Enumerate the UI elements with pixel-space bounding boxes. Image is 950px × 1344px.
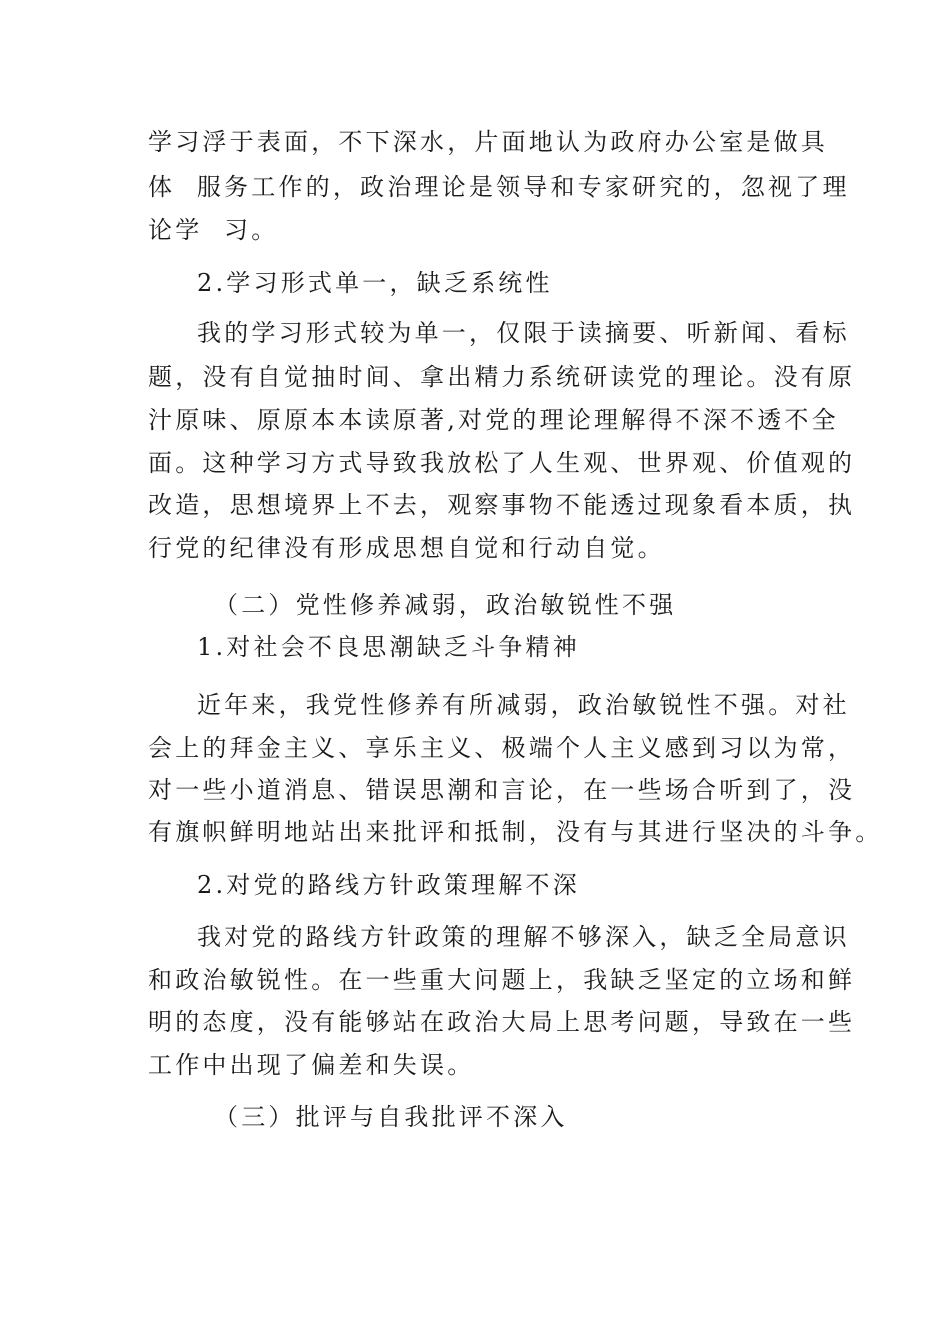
section-heading-3: （三）批评与自我批评不深入 bbox=[214, 1103, 568, 1131]
paragraph-line: 行党的纪律没有形成思想自觉和行动自觉。 bbox=[148, 534, 665, 562]
paragraph-line: 工作中出现了偏差和失误。 bbox=[148, 1051, 475, 1079]
section-heading-2: （二）党性修养减弱，政治敏锐性不强 bbox=[214, 591, 677, 619]
paragraph-line: 有旗帜鲜明地站出来批评和抵制，没有与其进行坚决的斗争。 bbox=[148, 818, 883, 846]
paragraph-line: 汁原味、原原本本读原著,对党的理论理解得不深不透不全 bbox=[148, 406, 839, 434]
paragraph-line: 论学 习。 bbox=[148, 216, 279, 244]
paragraph-line: 我的学习形式较为单一，仅限于读摘要、听新闻、看标 bbox=[197, 319, 850, 347]
paragraph-line: 体 服务工作的，政治理论是领导和专家研究的，忽视了理 bbox=[148, 173, 850, 201]
paragraph-line: 和政治敏锐性。在一些重大问题上，我缺乏坚定的立场和鲜 bbox=[148, 966, 856, 994]
subheading-2b: 2.对党的路线方针政策理解不深 bbox=[197, 871, 580, 899]
paragraph-line: 改造，思想境界上不去，观察事物不能透过现象看本质，执 bbox=[148, 491, 856, 519]
paragraph-line: 会上的拜金主义、享乐主义、极端个人主义感到习以为常， bbox=[148, 734, 856, 762]
subheading-2: 2.学习形式单一，缺乏系统性 bbox=[197, 269, 553, 297]
paragraph-line: 近年来，我党性修养有所减弱，政治敏锐性不强。对社 bbox=[197, 691, 850, 719]
paragraph-line: 题，没有自觉抽时间、拿出精力系统研读党的理论。没有原 bbox=[148, 363, 856, 391]
paragraph-line: 面。这种学习方式导致我放松了人生观、世界观、价值观的 bbox=[148, 449, 856, 477]
paragraph-line: 学习浮于表面，不下深水，片面地认为政府办公室是做具 bbox=[148, 128, 828, 156]
paragraph-line: 对一些小道消息、错误思潮和言论，在一些场合听到了，没 bbox=[148, 776, 856, 804]
paragraph-line: 明的态度，没有能够站在政治大局上思考问题，导致在一些 bbox=[148, 1008, 856, 1036]
paragraph-line: 我对党的路线方针政策的理解不够深入，缺乏全局意识 bbox=[197, 923, 850, 951]
subheading-1: 1.对社会不良思潮缺乏斗争精神 bbox=[197, 633, 580, 661]
